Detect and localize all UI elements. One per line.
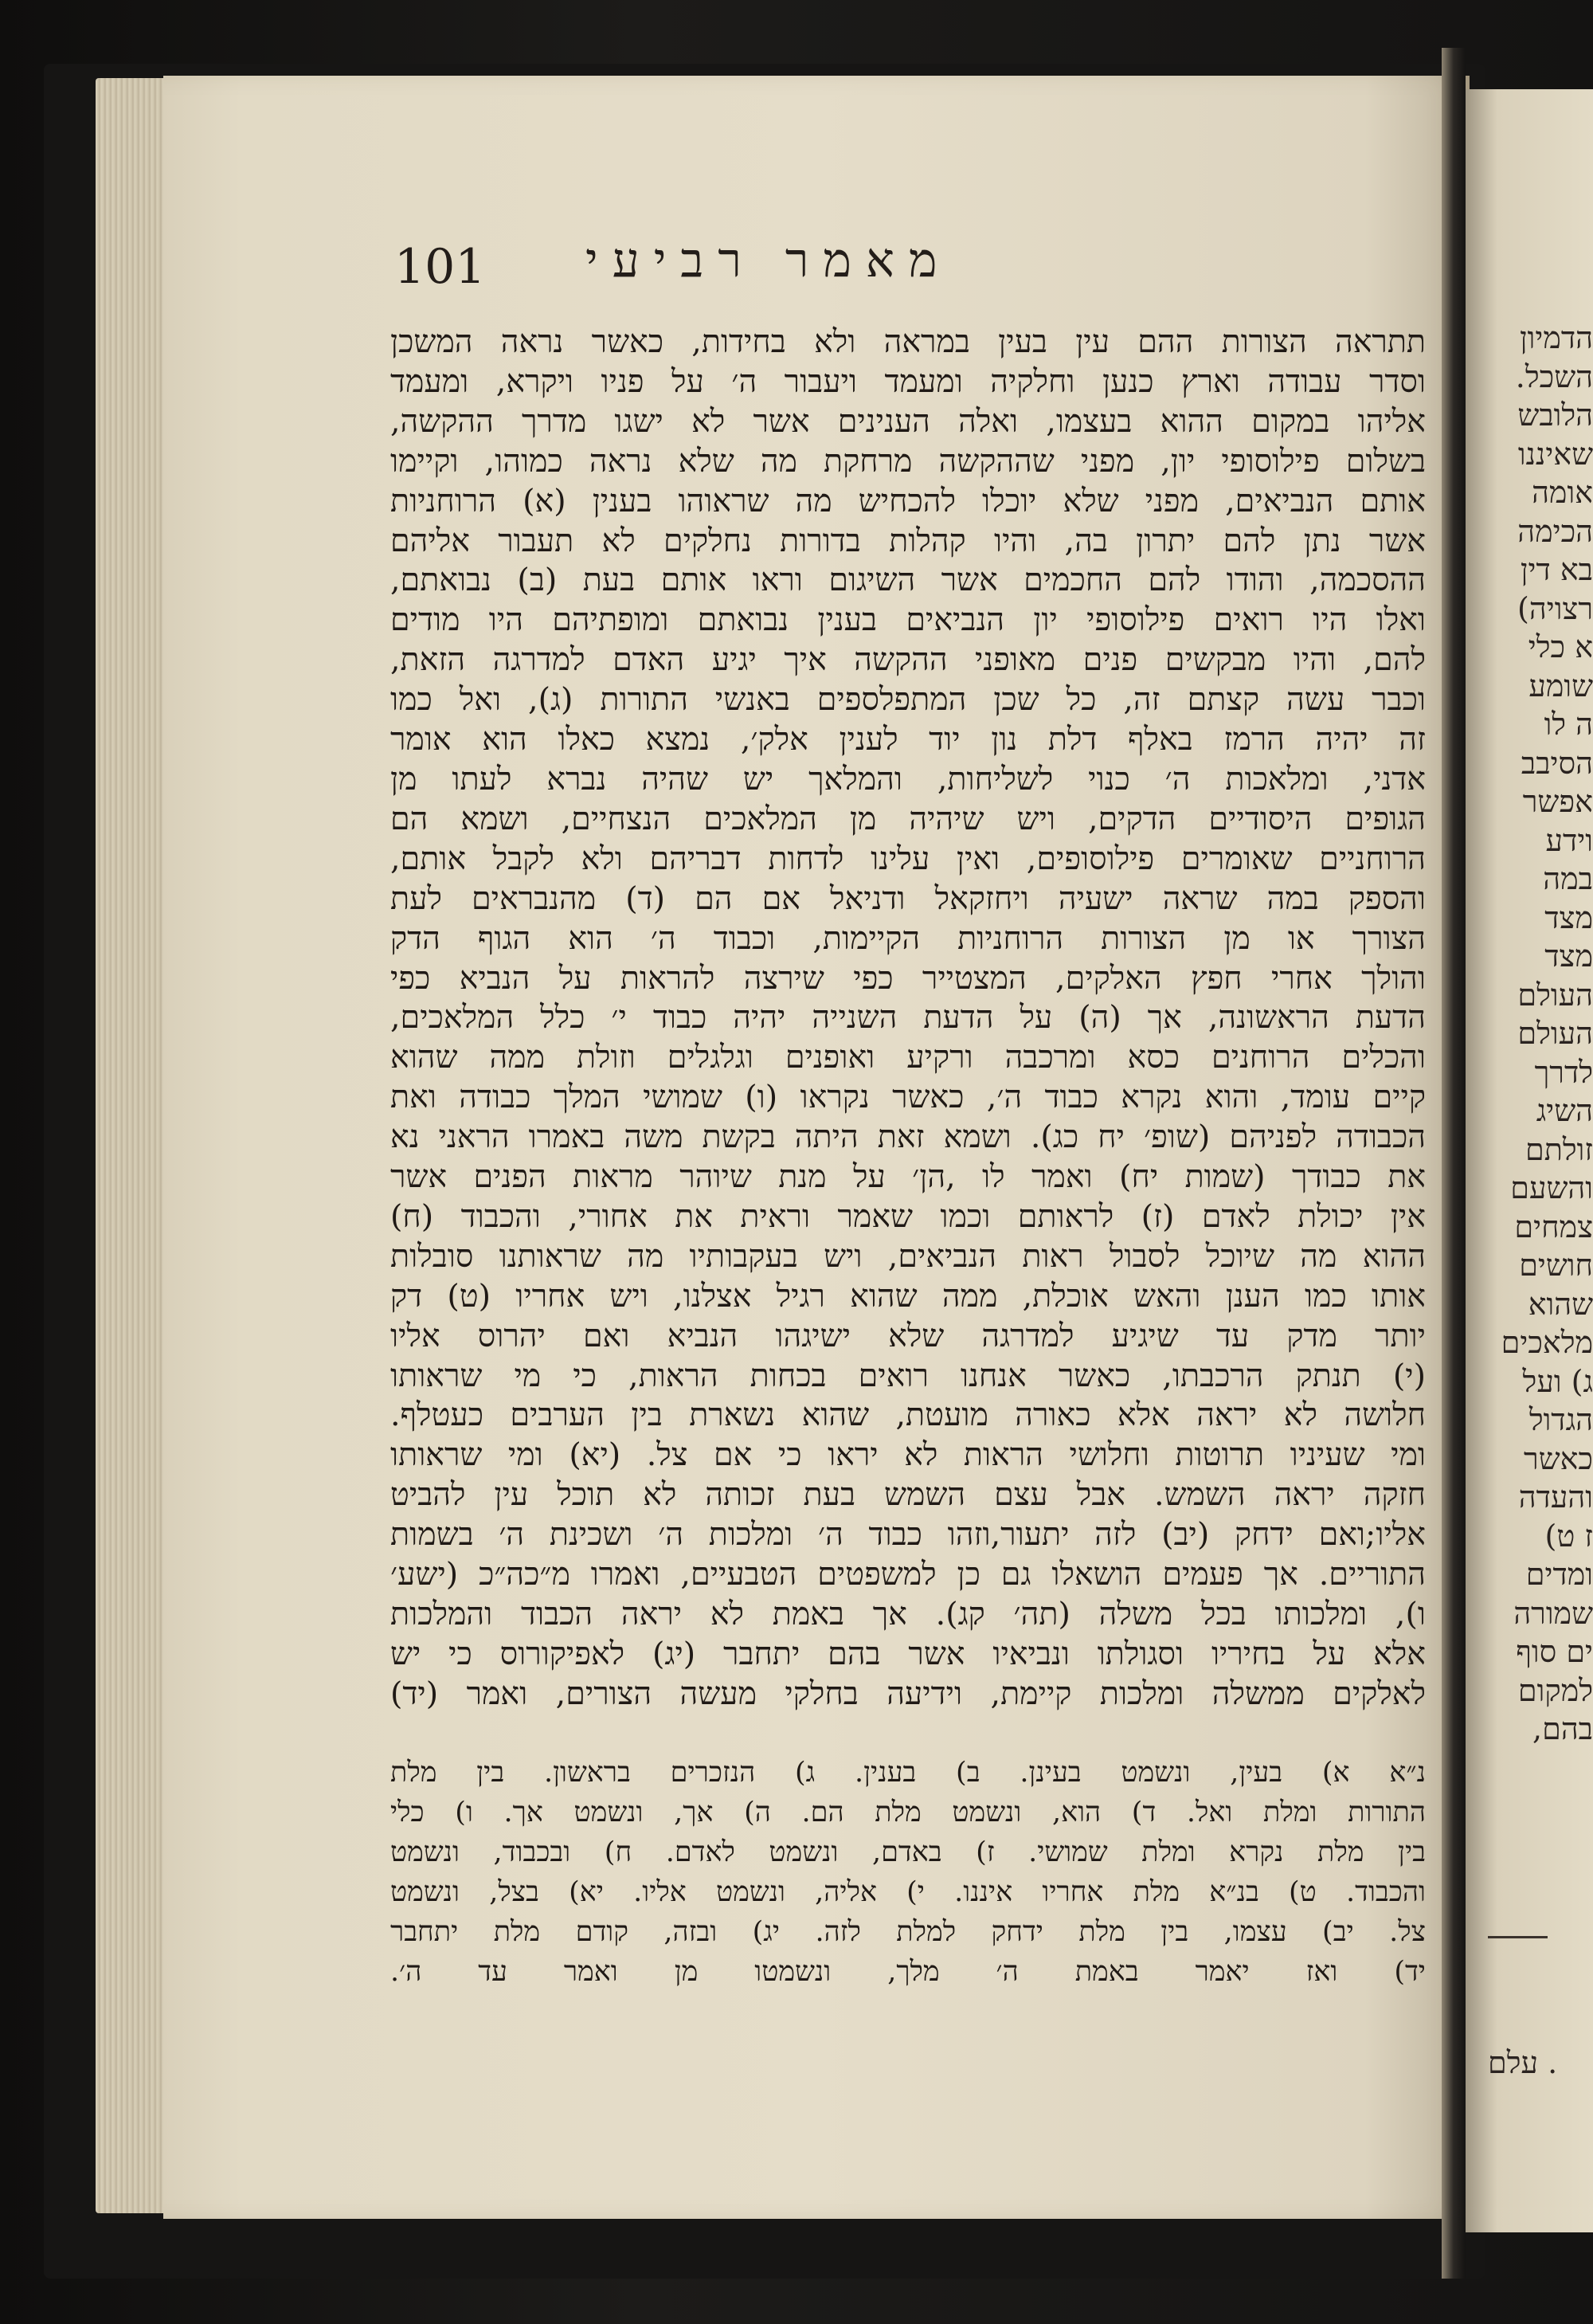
facing-page-line: שהוא: [1528, 1286, 1593, 1322]
facing-page-fragment: [1466, 89, 1593, 2232]
body-line: להם, והיו מבקשים פנים מאופני ההקשה איך יגיע האדם למדרגה הזאת,: [390, 641, 1426, 679]
body-line: ההוא מה שיוכל לסבול ראות הנביאים, ויש בעקבותיו מה שראותנו סובלות: [390, 1237, 1426, 1275]
body-line: את כבודך (שמות יח) ואמר לו ,הן׳ על מנת שיוהר מראות הפנים אשר: [390, 1158, 1426, 1196]
facing-page-line: העולם: [1517, 1016, 1593, 1051]
body-line: אותם הנביאים, מפני שלא יוכלו להכחיש מה שראוהו בענין (א) הרוחניות: [390, 482, 1426, 519]
body-line: (י) תנתק הרכבתו, כאשר אנחנו רואים בכחות הראות, כי מי שראותו: [390, 1357, 1426, 1394]
body-line: והולך אחרי חפץ האלקים, המצטייר כפי שירצה להראות על הנביא כפי: [390, 959, 1426, 997]
facing-page-line: במה: [1543, 861, 1593, 896]
page-number: 101: [394, 239, 486, 295]
body-line: אותו כמו הענן והאש אוכלת, ממה שהוא רגיל אצלנו, ויש אחריו (ט) דק: [390, 1277, 1426, 1315]
facing-page-line: כאשר: [1524, 1440, 1593, 1476]
body-line: ואלו היו רואים פילוסופי יון הנביאים בענין נבואתם ומופתיהם היו מודים: [390, 602, 1426, 639]
facing-page-line: אפשר: [1522, 784, 1593, 819]
facing-page-line: העולם: [1517, 977, 1593, 1013]
book-page: [163, 76, 1470, 2219]
facing-page-line: השכל.: [1515, 359, 1593, 394]
footnote-line: יד) ואז יאמר באמת ה׳ מלך, ונשמטו מן ואמר עד ה׳.: [390, 1956, 1426, 1988]
facing-page-line: אומה: [1532, 475, 1593, 510]
body-line: אדני, ומלאכות ה׳ כנוי לשליחות, והמלאך יש שהיה נברא לעתו מן: [390, 760, 1426, 798]
body-line: והכלים הרוחנים כסא ומרכבה ורקיע ואופנים וגלגלים וזולת ממה שהוא: [390, 1039, 1426, 1076]
footnotes: [390, 1753, 1426, 1992]
facing-page-line: שמורה: [1513, 1595, 1593, 1631]
body-line: הכבודה לפניהם (שופ׳ יח כג). ושמא זאת היתה בקשת משה באמרו הראני נא: [390, 1119, 1426, 1156]
footnote-rule: [1488, 1936, 1548, 1938]
body-line: וכבר עשה קצתם זה, כל שכן המתפלספים באנשי התורות (ג), ואל כמו: [390, 681, 1426, 719]
footnote-line: התורות ומלת ואל. ד) הוא, ונשמט מלת הם. ה) אך, ונשמט אך. ו) כלי: [390, 1797, 1426, 1828]
facing-page-line: חושים: [1519, 1248, 1593, 1283]
facing-page-line: צמחים: [1514, 1209, 1593, 1244]
facing-page-line: וידע: [1545, 822, 1593, 858]
facing-page-line: בהם,: [1532, 1711, 1593, 1746]
body-line: קיים עומד, והוא נקרא כבוד ה׳, כאשר נקראו (ו) שמושי המלך כבודה ואת: [390, 1079, 1426, 1116]
facing-page-line: והשעם: [1510, 1170, 1593, 1205]
facing-page-line: ז ט): [1544, 1518, 1593, 1554]
footnote-line: צל. יב) עצמו, בין מלת ידחק למלת לזה. יג) ובזה, קודם מלת יתחבר: [390, 1916, 1426, 1948]
facing-page-line: רצויה): [1517, 590, 1593, 626]
body-line: לאלקים ממשלה ומלכות קיימת, וידיעה בחלקי מעשה הצורים, ואמר (יד): [390, 1675, 1426, 1712]
body-line: הדעת הראשונה, אך (ה) על הדעת השנייה יהיה כבוד י׳ כלל המלאכים,: [390, 999, 1426, 1037]
body-line: הגופים היסודיים הדקים, ויש שיהיה מן המלאכים הנצחיים, ושמא הם: [390, 800, 1426, 837]
facing-page-line: הכימה: [1517, 513, 1593, 549]
facing-page-line: הדמיון: [1519, 320, 1593, 355]
facing-page-line: שומע: [1528, 668, 1593, 703]
body-line: זה יהיה הרמז באלף דלת נון יוד לענין אלק׳, נמצא כאלו הוא אומר: [390, 721, 1426, 758]
footnote-line: והכבוד. ט) בנ״א מלת אחריו איננו. י) אליה, ונשמט אליו. יא) בצל, ונשמט: [390, 1876, 1426, 1908]
body-line: אליהו במקום ההוא בעצמו, ואלה הענינים אשר לא ישגו מדרך ההקשה,: [390, 402, 1426, 440]
facing-page-line: זולתם: [1525, 1131, 1593, 1167]
body-line: אליו;ואם ידחק (יב) לזה יתעור,וזהו כבוד ה׳ ומלכות ה׳ ושכינת ה׳ בשמות: [390, 1516, 1426, 1554]
facing-page-line: ומדים: [1525, 1557, 1593, 1592]
footnote-line: נ״א א) בעין, ונשמט בעינן. ב) בענין. ג) הנזכרים בראשון. בין מלת: [390, 1757, 1426, 1789]
facing-page-line: ים סוף: [1516, 1634, 1593, 1669]
running-head: מאמר רביעי: [585, 233, 952, 288]
body-line: אין יכולת לאדם (ז) לראותם וכמו שאמר וראית את אחורי, והכבוד (ח): [390, 1197, 1426, 1235]
body-line: חלושה לא יראה אלא כאורה מועטת, שהוא נשארת בין הערבים כעטלף.: [390, 1397, 1426, 1434]
footnote-line: בין מלת נקרא ומלת שמושי. ז) באדם, ונשמט לאדם. ח) ובכבוד, ונשמט: [390, 1836, 1426, 1868]
facing-page-line: מצד: [1544, 939, 1593, 974]
body-line: והספק במה שראה ישעיה ויחזקאל ודניאל אם הם (ד) מהנבראים לעת: [390, 880, 1426, 917]
facing-page-line: למקום: [1517, 1672, 1593, 1708]
facing-page-line: שאיננו: [1517, 436, 1593, 472]
facing-page-line: לדרך: [1534, 1054, 1593, 1090]
body-line: יותר מדק עד שיגיע למדרגה שלא ישיגהו הנביא ואם יהרוס אליו: [390, 1317, 1426, 1354]
facing-page-line: בא דין: [1520, 552, 1593, 587]
facing-page-line: השיג: [1536, 1093, 1593, 1128]
body-line: בשלום פילוסופי יון, מפני שההקשה מרחקת מה שלא נראה כמוהו, וקיימו: [390, 442, 1426, 480]
facing-page-line: הסיבב: [1521, 745, 1593, 781]
body-line: וסדר עבודה וארץ כנען וחלקיה ומעמד ויעבור ה׳ על פניו ויקרא, ומעמד: [390, 363, 1426, 400]
facing-page-line: ה לו: [1544, 707, 1593, 742]
facing-page-line: הלובש: [1517, 398, 1593, 433]
main-body-text: [390, 323, 1426, 1715]
facing-page-line: מלאכים: [1501, 1325, 1593, 1360]
book-gutter: [1442, 48, 1466, 2279]
body-line: אלא על בחיריו וסגולתו ונביאיו אשר בהם יתחבר (יג) לאפיקורוס כי יש: [390, 1635, 1426, 1672]
body-line: התוריים. אך פעמים הושאלו גם כן למשפטים הטבעיים, ואמרו מ״כה״כ (ישע׳: [390, 1556, 1426, 1593]
body-line: הצורך או מן הצורות הרוחניות הקיימות, וכבוד ה׳ הוא הגוף הדק: [390, 919, 1426, 957]
body-line: תתראה הצורות ההם עין בעין במראה ולא בחידות, כאשר נראה המשכן: [390, 323, 1426, 360]
facing-page-line: מצד: [1544, 899, 1593, 935]
body-line: הרוחניים שאומרים פילוסופים, ואין עלינו לדחות דבריהם ולא לקבל אותם,: [390, 840, 1426, 877]
facing-page-last-line: עלם .: [1488, 2045, 1558, 2080]
body-line: ומי שעיניו תרוטות וחלושי הראות לא יראו כי אם צל. (יא) ומי שראותו: [390, 1436, 1426, 1474]
facing-page-line: הגדול: [1528, 1402, 1593, 1437]
facing-page-line: א כלי: [1528, 629, 1593, 664]
body-line: חזקה יראה השמש. אבל עצם השמש בעת זכותה לא תוכל עין להביט: [390, 1476, 1426, 1514]
facing-page-line: ג) ועל: [1522, 1363, 1593, 1399]
body-line: אשר נתן להם יתרון בה, והיו קהלות בדורות נחלקים לא תעבור אליהם: [390, 522, 1426, 559]
facing-page-line: והעדה: [1518, 1479, 1593, 1515]
body-line: ו), ומלכותו בכל משלה (תה׳ קג). אך באמת לא יראה הכבוד והמלכות: [390, 1596, 1426, 1632]
body-line: ההסכמה, והודו להם החכמים אשר השיגום וראו אותם בעת (ב) נבואתם,: [390, 562, 1426, 599]
